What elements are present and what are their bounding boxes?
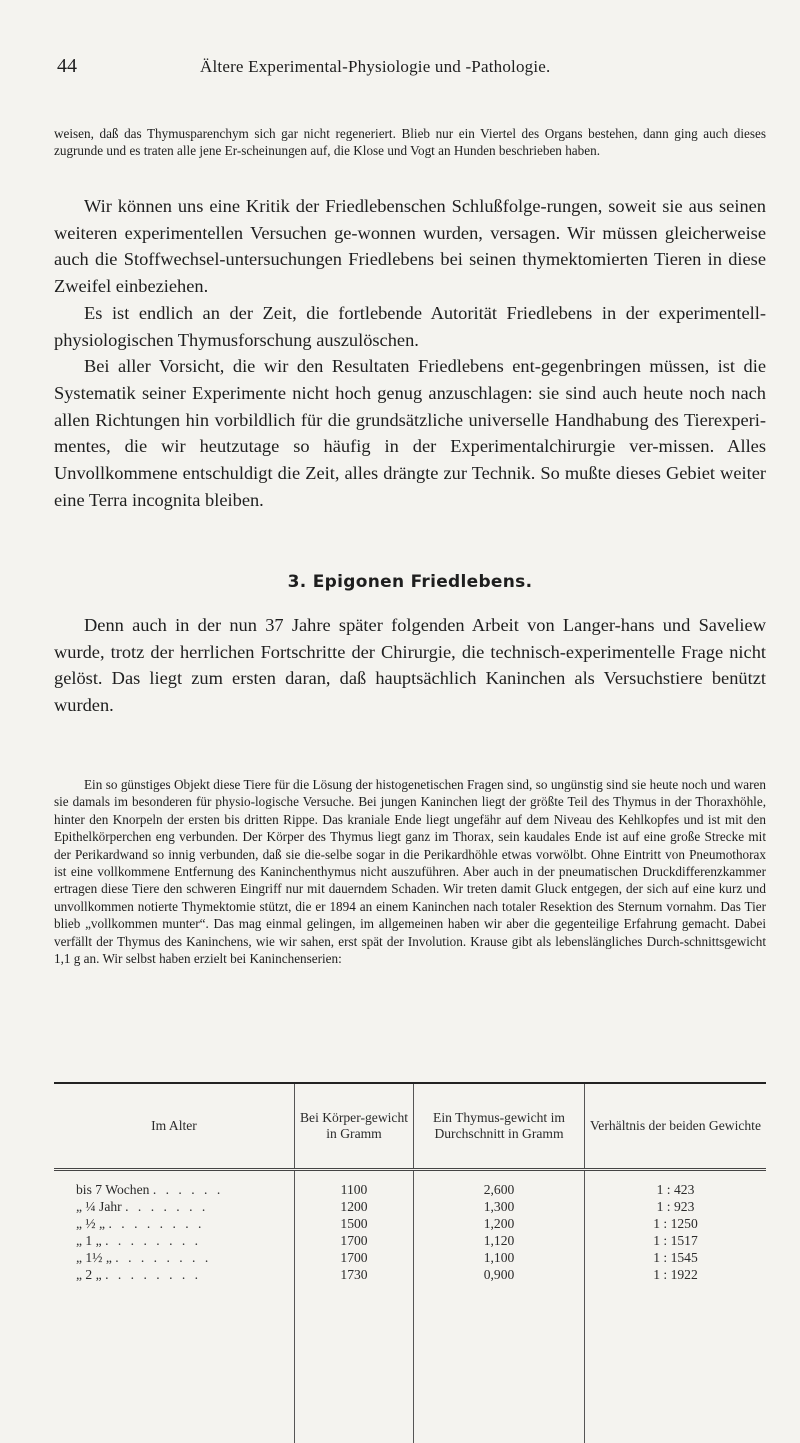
table-row bbox=[54, 1170, 766, 1199]
paragraph-epigonen bbox=[54, 612, 766, 719]
table-row bbox=[54, 1215, 766, 1232]
cell-thymus-weight: 0,900 bbox=[414, 1266, 585, 1283]
cell-ratio: 1 : 1922 bbox=[585, 1266, 767, 1283]
col-header-thymus-weight: Ein Thymus-gewicht im Durchschnitt in Gramm bbox=[414, 1084, 585, 1170]
table-row bbox=[54, 1266, 766, 1283]
table-header-row bbox=[54, 1084, 766, 1170]
col-header-age: Im Alter bbox=[54, 1084, 295, 1170]
cell-body-weight: 1730 bbox=[295, 1266, 414, 1283]
paragraph-kaninchen bbox=[54, 776, 766, 967]
cell-thymus-weight: 2,600 bbox=[414, 1170, 585, 1199]
table-row bbox=[54, 1232, 766, 1249]
cell-thymus-weight: 1,200 bbox=[414, 1215, 585, 1232]
page-header bbox=[54, 55, 766, 85]
cell-age: „ ½ „ . . . . . . . . bbox=[54, 1215, 295, 1232]
cell-ratio: 1 : 923 bbox=[585, 1198, 767, 1215]
paragraph-critique: Wir können uns eine Kritik der Friedlebenschen Schlußfolge-rungen, soweit sie aus seinen weiteren experimentellen Versuchen ge-wonnen wurden, versagen. Wir müssen gleicherweise auch die Stoffwechsel-untersuchungen Friedlebens bei seinen thymektomierten Tieren in diese Zweifel einbeziehen. bbox=[54, 193, 766, 300]
cell-age: „ 1½ „ . . . . . . . . bbox=[54, 1249, 295, 1266]
col-header-ratio: Verhältnis der beiden Gewichte bbox=[585, 1084, 767, 1170]
col-header-body-weight: Bei Körper-gewicht in Gramm bbox=[295, 1084, 414, 1170]
cell-body-weight: 1500 bbox=[295, 1215, 414, 1232]
cell-thymus-weight: 1,120 bbox=[414, 1232, 585, 1249]
page-number: 44 bbox=[57, 55, 77, 78]
table-row bbox=[54, 1198, 766, 1215]
main-paragraphs bbox=[54, 193, 766, 513]
cell-body-weight: 1700 bbox=[295, 1232, 414, 1249]
table-body bbox=[54, 1170, 766, 1443]
cell-thymus-weight: 1,300 bbox=[414, 1198, 585, 1215]
paragraph-authority: Es ist endlich an der Zeit, die fortlebende Autorität Friedlebens in der experimentell-physiologischen Thymusforschung auszulöschen. bbox=[54, 300, 766, 353]
cell-body-weight: 1200 bbox=[295, 1198, 414, 1215]
table bbox=[54, 1084, 766, 1443]
weights-table bbox=[54, 1082, 766, 1443]
section-heading: 3. Epigonen Friedlebens. bbox=[54, 572, 766, 592]
paragraph-small-top bbox=[54, 125, 766, 160]
table-row bbox=[54, 1249, 766, 1266]
paragraph-text: weisen, daß das Thymusparenchym sich gar nicht regeneriert. Blieb nur ein Viertel des Organs bestehen, dann ging auch dieses zugrunde und es traten alle jene Er-scheinungen auf, die Klose und Vogt an Hunden beschrieben haben. bbox=[54, 125, 766, 160]
cell-ratio: 1 : 423 bbox=[585, 1170, 767, 1199]
cell-body-weight: 1700 bbox=[295, 1249, 414, 1266]
cell-age: „ ¼ Jahr . . . . . . . bbox=[54, 1198, 295, 1215]
paragraph-text: Denn auch in der nun 37 Jahre später folgenden Arbeit von Langer-hans und Saveliew wurde, trotz der herrlichen Fortschritte der Chirurgie, die technisch-experimentelle Frage nicht gelöst. Das liegt zum ersten daran, daß hauptsächlich Kaninchen als Versuchstiere benützt wurden. bbox=[54, 612, 766, 719]
running-head: Ältere Experimental-Physiologie und -Pathologie. bbox=[200, 57, 550, 77]
paragraph-text: Ein so günstiges Objekt diese Tiere für die Lösung der histogenetischen Fragen sind, so ungünstig sind sie heute noch und waren sie damals im besonderen für physio-logische Versuche. Bei jungen Kaninchen liegt der größte Teil des Thymus in der Thoraxhöhle, hinter den Knorpeln der ersten bis dritten Rippe. Das kraniale Ende liegt ungefähr auf dem Niveau des Kehlkopfes und ist mit den Epithelkörperchen eng verbunden. Der Körper des Thymus liegt ganz im Thorax, sein kaudales Ende ist auf eine große Strecke mit der Perikardwand so innig verbunden, daß sie die-selbe sogar in die Perikardhöhle etwas vorwölbt. Ohne Eintritt von Pneumothorax ist eine vollkommene Entfernung des Kaninchenthymus nicht auszuführen. Aber auch in der pneumatischen Druckdifferenzkammer ertragen diese Tiere den schweren Eingriff nur mit dauerndem Schaden. Wir treten damit Gluck entgegen, der sich auf eine kurz und unvollkommen notierte Thymektomie stützt, die er 1894 an einem Kaninchen nach totaler Resektion des Sternum vornahm. Das Tier blieb „vollkommen munter“. Das mag einmal gelingen, im allgemeinen haben wir aber die gegenteilige Erfahrung gemacht. Dabei verfällt der Thymus des Kaninchens, wie wir sahen, erst spät der Involution. Krause gibt als lebenslängliches Durch-schnittsgewicht 1,1 g an. Wir selbst haben erzielt bei Kaninchenserien: bbox=[54, 776, 766, 967]
cell-thymus-weight: 1,100 bbox=[414, 1249, 585, 1266]
cell-ratio: 1 : 1517 bbox=[585, 1232, 767, 1249]
cell-ratio: 1 : 1250 bbox=[585, 1215, 767, 1232]
cell-age: „ 1 „ . . . . . . . . bbox=[54, 1232, 295, 1249]
paragraph-systematik: Bei aller Vorsicht, die wir den Resultaten Friedlebens ent-gegenbringen müssen, ist die Systematik seiner Experimente nicht hoch genug anzuschlagen: sie sind auch heute noch nach allen Richtungen hin vorbildlich für die grundsätzliche universelle Handhabung des Tierexperi-mentes, die wir heutzutage so häufig in der Experimentalchirurgie ver-missen. Alles Unvollkommene entschuldigt die Zeit, alles drängte zur Technik. So mußte dieses Gebiet weiter eine Terra incognita bleiben. bbox=[54, 353, 766, 513]
cell-ratio: 1 : 1545 bbox=[585, 1249, 767, 1266]
cell-age: „ 2 „ . . . . . . . . bbox=[54, 1266, 295, 1283]
table-spacer-row bbox=[54, 1283, 766, 1443]
cell-age: bis 7 Wochen . . . . . . bbox=[54, 1170, 295, 1199]
cell-body-weight: 1100 bbox=[295, 1170, 414, 1199]
